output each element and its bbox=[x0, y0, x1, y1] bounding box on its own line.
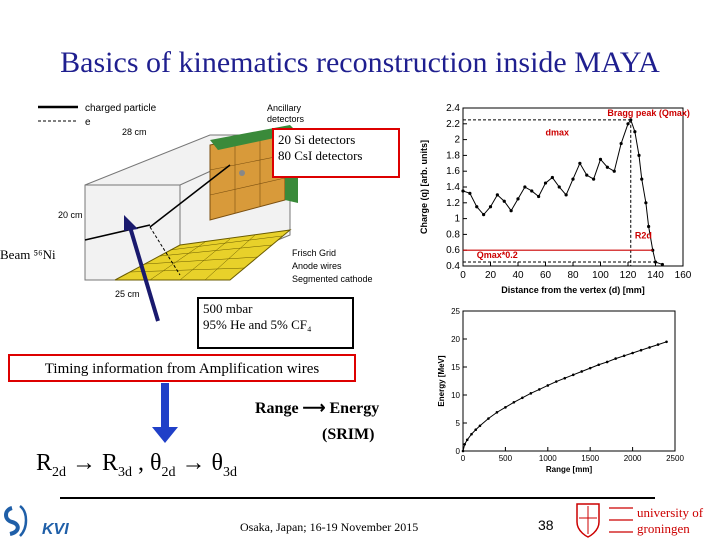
data-point bbox=[571, 178, 574, 181]
charge-distance-chart bbox=[415, 100, 720, 295]
data-point bbox=[599, 158, 602, 161]
data-point bbox=[592, 178, 595, 181]
x-tick-label: 160 bbox=[674, 270, 692, 281]
x-tick-label: 60 bbox=[539, 270, 552, 281]
label-frisch-grid: Frisch Grid bbox=[292, 248, 337, 258]
data-point bbox=[644, 201, 647, 204]
kvi-logo bbox=[2, 500, 82, 540]
data-point bbox=[572, 374, 575, 377]
beam-label: Beam ⁵⁶Ni bbox=[0, 247, 56, 262]
data-point bbox=[633, 130, 636, 133]
detectors-box bbox=[272, 128, 400, 178]
data-point bbox=[504, 406, 507, 409]
y-tick-label: 0 bbox=[455, 447, 460, 456]
data-point bbox=[665, 341, 668, 344]
range-energy-label: Range ⟶ Energy bbox=[255, 400, 380, 417]
data-point bbox=[606, 361, 609, 364]
data-point bbox=[496, 193, 499, 196]
data-point bbox=[589, 367, 592, 370]
srim-label: (SRIM) bbox=[322, 426, 375, 443]
data-point bbox=[555, 380, 558, 383]
label-segmented-cathode: Segmented cathode bbox=[292, 274, 373, 284]
dim-25cm: 25 cm bbox=[115, 289, 140, 299]
data-point bbox=[510, 209, 513, 212]
data-point bbox=[551, 176, 554, 179]
data-point bbox=[661, 263, 664, 266]
data-point bbox=[657, 343, 660, 346]
data-point bbox=[475, 205, 478, 208]
y-tick-label: 1.2 bbox=[446, 197, 460, 209]
detector-schematic bbox=[30, 95, 410, 300]
kvi-text: KVI bbox=[42, 521, 69, 538]
data-point bbox=[537, 195, 540, 198]
data-point bbox=[466, 439, 469, 442]
data-point bbox=[647, 225, 650, 228]
dim-28cm: 28 cm bbox=[122, 127, 147, 137]
dot bbox=[239, 170, 245, 176]
data-point bbox=[648, 346, 651, 349]
x-tick-label: 500 bbox=[498, 454, 513, 463]
data-point bbox=[558, 185, 561, 188]
data-point bbox=[461, 189, 464, 192]
y-tick-label: 25 bbox=[451, 307, 460, 316]
x-tick-label: 1000 bbox=[538, 454, 557, 463]
data-point bbox=[523, 185, 526, 188]
data-point bbox=[482, 213, 485, 216]
data-point bbox=[578, 162, 581, 165]
y-tick-label: 0.4 bbox=[446, 261, 460, 272]
university-line2: groningen bbox=[637, 521, 690, 536]
y-axis-label: Energy [MeV] bbox=[437, 355, 446, 407]
x-tick-label: 0 bbox=[460, 454, 466, 463]
x-tick-label: 0 bbox=[460, 270, 466, 281]
plot-frame bbox=[463, 108, 683, 266]
gas-mixture: 95% He and 5% CF₄ bbox=[203, 317, 312, 332]
y-tick-label: 20 bbox=[451, 335, 460, 344]
x-tick-label: 2500 bbox=[666, 454, 684, 463]
data-point bbox=[487, 417, 490, 420]
dim-20cm: 20 cm bbox=[58, 210, 83, 220]
data-point bbox=[463, 443, 466, 446]
data-point bbox=[626, 122, 629, 125]
detectors-line2: 80 CsI detectors bbox=[278, 148, 363, 163]
data-point bbox=[563, 377, 566, 380]
data-point bbox=[474, 428, 477, 431]
footer-divider bbox=[60, 497, 655, 499]
pointer-arrow bbox=[120, 215, 180, 325]
x-axis-label: Range [mm] bbox=[545, 465, 593, 474]
data-point bbox=[513, 401, 516, 404]
plot-frame bbox=[463, 311, 675, 451]
down-arrow bbox=[150, 383, 180, 445]
annotation-bragg: Bragg peak (Qmax) bbox=[607, 108, 690, 118]
gas-box bbox=[197, 297, 354, 349]
groningen-logo bbox=[573, 500, 720, 540]
kinematics-formula: $R_{2d} \to R_{3d}$ , $\theta_{2d} \to \theta_{3d}$ bbox=[36, 450, 238, 480]
gas-pressure: 500 mbar bbox=[203, 301, 253, 316]
energy-range-chart bbox=[435, 305, 690, 480]
data-point bbox=[585, 174, 588, 177]
y-tick-label: 2.2 bbox=[446, 118, 460, 130]
x-axis-label: Distance from the vertex (d) [mm] bbox=[501, 285, 645, 295]
data-point bbox=[637, 154, 640, 157]
legend-text-particle: charged particle bbox=[85, 103, 157, 114]
x-tick-label: 140 bbox=[647, 270, 664, 281]
data-point bbox=[538, 388, 541, 391]
legend-text-e: e bbox=[85, 117, 91, 128]
data-point bbox=[516, 197, 519, 200]
label-anode-wires: Anode wires bbox=[292, 261, 342, 271]
data-point bbox=[547, 384, 550, 387]
data-point bbox=[640, 349, 643, 352]
page-title: Basics of kinematics reconstruction inside MAYA bbox=[60, 46, 660, 79]
data-point bbox=[489, 205, 492, 208]
y-tick-label: 2 bbox=[454, 134, 460, 146]
x-tick-label: 80 bbox=[567, 270, 579, 281]
data-point bbox=[470, 433, 473, 436]
x-tick-label: 1500 bbox=[581, 454, 600, 463]
y-axis-label: Charge (q) [arb. units] bbox=[419, 140, 429, 234]
label-detectors: detectors bbox=[267, 114, 305, 124]
university-line1: university of bbox=[637, 505, 704, 520]
data-point bbox=[623, 355, 626, 358]
data-point bbox=[530, 189, 533, 192]
data-point bbox=[580, 370, 583, 373]
data-point bbox=[606, 166, 609, 169]
y-tick-label: 1.8 bbox=[446, 150, 460, 162]
y-tick-label: 15 bbox=[451, 363, 460, 372]
data-point bbox=[565, 193, 568, 196]
y-tick-label: 5 bbox=[455, 419, 460, 428]
x-tick-label: 40 bbox=[512, 270, 524, 281]
x-tick-label: 2000 bbox=[623, 454, 642, 463]
x-tick-label: 20 bbox=[484, 270, 497, 281]
x-tick-label: 100 bbox=[592, 270, 609, 281]
annotation-r2d: R2d bbox=[634, 230, 652, 241]
detectors-line1: 20 Si detectors bbox=[278, 132, 356, 147]
y-tick-label: 10 bbox=[451, 391, 460, 400]
annotation-dmax: dmax bbox=[545, 127, 570, 138]
data-point bbox=[521, 397, 524, 400]
data-point bbox=[496, 411, 499, 414]
data-point bbox=[479, 425, 482, 428]
data-point bbox=[640, 178, 643, 181]
y-tick-label: 1.4 bbox=[446, 182, 460, 193]
y-tick-label: 2.4 bbox=[446, 103, 460, 114]
data-point bbox=[503, 200, 506, 203]
label-ancillary: Ancillary bbox=[267, 103, 302, 113]
y-tick-label: 1 bbox=[454, 213, 460, 225]
x-tick-label: 120 bbox=[619, 270, 637, 281]
data-point bbox=[462, 450, 465, 453]
annotation-qmax02: Qmax*0.2 bbox=[476, 250, 518, 261]
data-point bbox=[620, 142, 623, 145]
y-tick-label: 1.6 bbox=[446, 166, 460, 178]
y-tick-label: 0.8 bbox=[446, 229, 460, 241]
y-tick-label: 0.6 bbox=[446, 245, 460, 257]
data-point bbox=[468, 192, 471, 195]
page-number: 38 bbox=[538, 517, 554, 533]
data-point bbox=[631, 352, 634, 355]
footer-text: Osaka, Japan; 16-19 November 2015 bbox=[240, 520, 419, 534]
data-point bbox=[544, 181, 547, 184]
data-point bbox=[614, 357, 617, 360]
timing-box: Timing information from Amplification wires bbox=[8, 354, 356, 382]
data-point bbox=[613, 170, 616, 173]
data-point bbox=[530, 392, 533, 395]
data-point bbox=[597, 363, 600, 366]
